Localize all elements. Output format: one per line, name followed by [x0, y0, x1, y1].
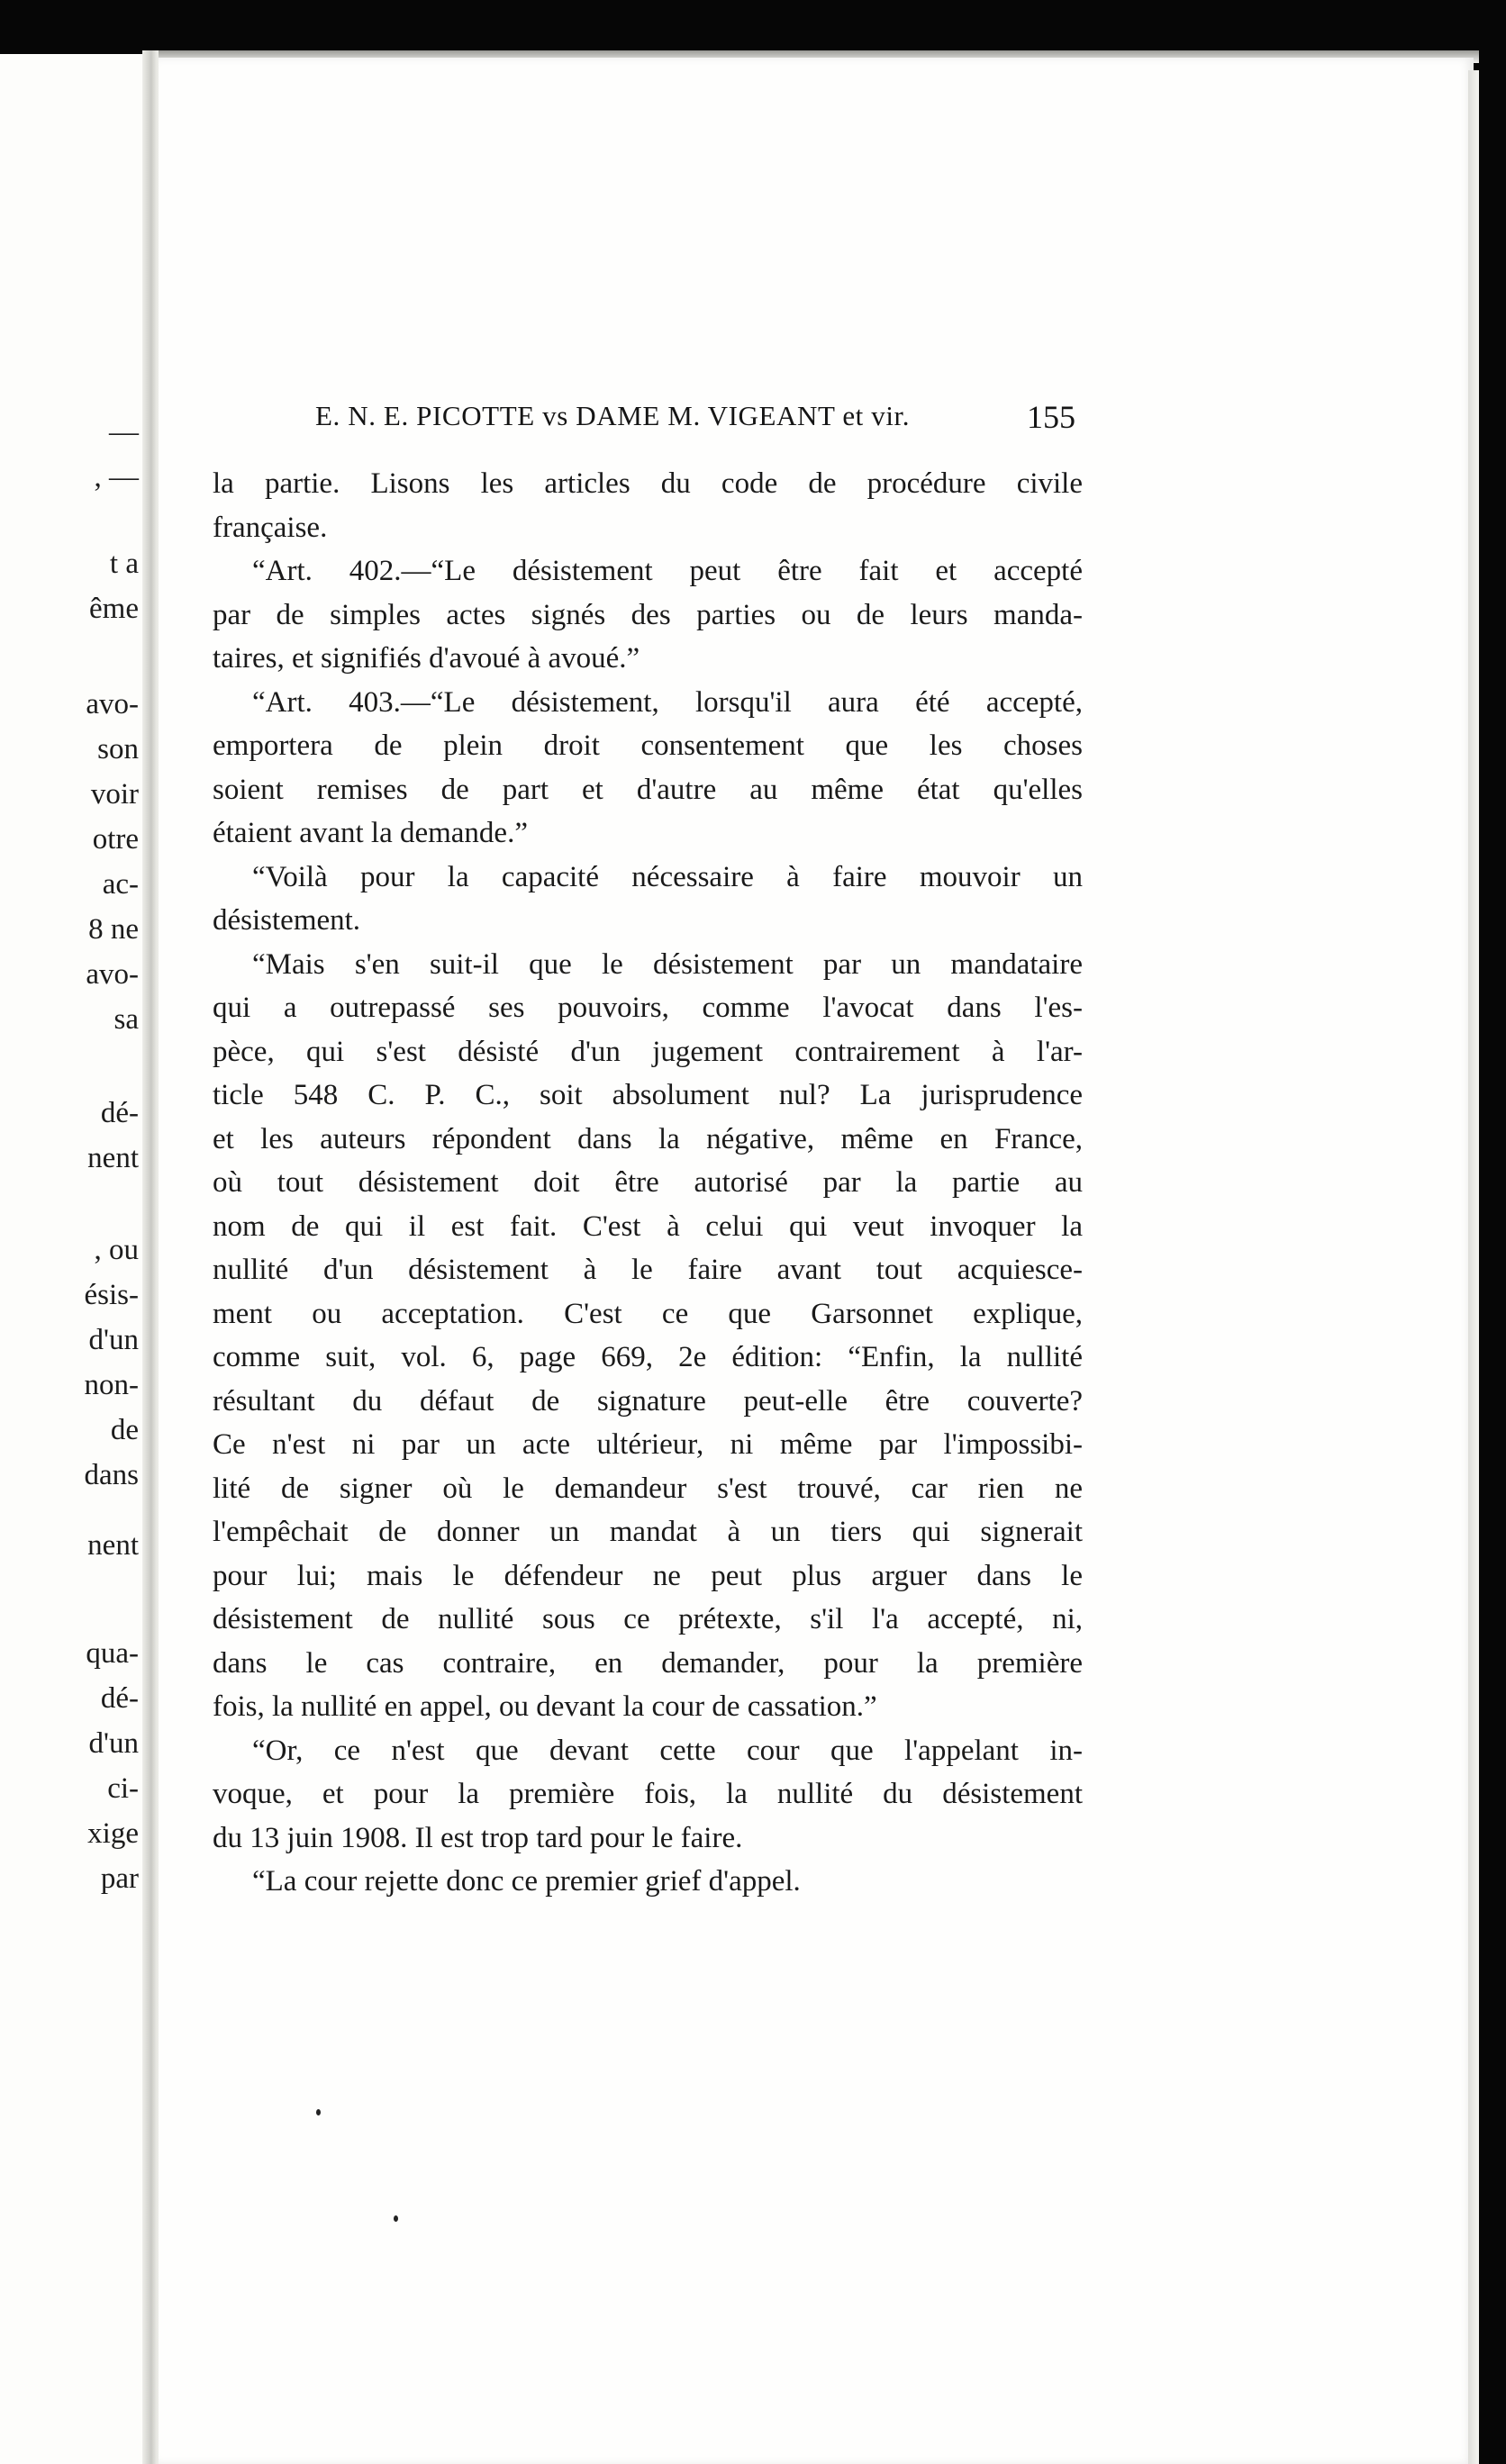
text-line: taires, et signifiés d'avoué à avoué.” [213, 642, 640, 675]
left-page-fragment: nent [87, 1529, 139, 1562]
left-page-fragment: sa [113, 1003, 139, 1036]
previous-page-fragment [0, 54, 151, 2464]
left-page-fragment: dé- [100, 1097, 139, 1129]
left-page-fragment: son [97, 733, 139, 765]
running-head: E. N. E. PICOTTE vs DAME M. VIGEANT et vir. [315, 400, 911, 431]
left-page-fragment: nent [87, 1142, 139, 1174]
left-page-fragment: voir [90, 778, 139, 811]
text-line: pèce, qui s'est désisté d'un jugement contrairement à l'ar- [213, 1035, 1083, 1068]
left-page-fragment: ac- [102, 868, 139, 901]
scan-speck [394, 2215, 398, 2222]
text-line: l'empêchait de donner un mandat à un tiers qui signerait [213, 1516, 1083, 1548]
left-page-fragment: de [110, 1414, 139, 1446]
left-page-fragment: d'un [88, 1324, 139, 1356]
text-line: emportera de plein droit consentement que les choses [213, 729, 1083, 762]
text-line: soient remises de part et d'autre au même état qu'elles [213, 773, 1083, 806]
left-page-fragment: , ou [94, 1234, 139, 1266]
text-line: où tout désistement doit être autorisé par la partie au [213, 1166, 1083, 1199]
left-page-fragment: ésis- [84, 1279, 139, 1311]
text-line: pour lui; mais le défendeur ne peut plus arguer dans le [213, 1559, 1083, 1592]
left-page-fragment: d'un [88, 1727, 139, 1760]
text-line: dans le cas contraire, en demander, pour la première [213, 1646, 1083, 1680]
text-line: étaient avant la demande.” [213, 817, 528, 849]
text-line: voque, et pour la première fois, la nullité du désistement [213, 1778, 1083, 1810]
text-line: “La cour rejette donc ce premier grief d'appel. [252, 1865, 801, 1898]
left-page-fragment: qua- [86, 1637, 139, 1670]
text-line: par de simples actes signés des parties ou de leurs manda- [213, 598, 1083, 631]
text-line: lité de signer où le demandeur s'est trouvé, car rien ne [213, 1472, 1083, 1505]
text-line: Ce n'est ni par un acte ultérieur, ni même par l'impossibi- [213, 1428, 1083, 1461]
page-right-edge [1468, 70, 1479, 2464]
left-page-fragment: non- [84, 1369, 139, 1401]
text-line: désistement de nullité sous ce prétexte, s'il l'a accepté, ni, [213, 1603, 1083, 1635]
left-page-fragment: ême [89, 593, 139, 625]
text-line: ment ou acceptation. C'est ce que Garsonnet explique, [213, 1297, 1083, 1330]
left-page-fragment: par [100, 1862, 139, 1895]
text-line: fois, la nullité en appel, ou devant la cour de cassation.” [213, 1690, 877, 1723]
text-line: “Art. 403.—“Le désistement, lorsqu'il aura été accepté, [252, 685, 1083, 719]
text-line: “Voilà pour la capacité nécessaire à faire mouvoir un [252, 860, 1083, 893]
text-line: la partie. Lisons les articles du code de procédure civile [213, 467, 1083, 500]
left-page-fragment: dé- [100, 1682, 139, 1715]
text-line: française. [213, 511, 328, 544]
text-line: “Or, ce n'est que devant cette cour que l'appelant in- [252, 1734, 1083, 1767]
left-page-fragment: avo- [86, 958, 139, 991]
text-line: ticle 548 C. P. C., soit absolument nul? La jurisprudence [213, 1079, 1083, 1111]
left-page-fragment: xige [87, 1817, 139, 1850]
left-page-fragment: t a [109, 548, 139, 580]
text-line: résultant du défaut de signature peut-elle être couverte? [213, 1384, 1083, 1418]
page-number: 155 [1027, 399, 1075, 435]
text-line: nullité d'un désistement à le faire avant tout acquiesce- [213, 1254, 1083, 1286]
left-page-fragment: 8 ne [88, 913, 139, 946]
text-line: nom de qui il est fait. C'est à celui qui veut invoquer la [213, 1209, 1083, 1243]
left-page-fragment: , — [94, 461, 139, 494]
text-line: et les auteurs répondent dans la négative, même en France, [213, 1122, 1083, 1155]
scan-speck [316, 2109, 321, 2115]
text-line: comme suit, vol. 6, page 669, 2e édition: “Enfin, la nullité [213, 1341, 1083, 1373]
left-page-fragment: avo- [86, 688, 139, 720]
left-page-fragment: ci- [107, 1772, 139, 1805]
body-text [213, 462, 1083, 1904]
left-page-fragment: — [109, 416, 139, 448]
left-page-fragment: dans [84, 1459, 139, 1491]
text-line: “Art. 402.—“Le désistement peut être fait et accepté [252, 555, 1083, 587]
left-page-fragment: otre [92, 823, 139, 856]
text-line: du 13 juin 1908. Il est trop tard pour le faire. [213, 1821, 743, 1854]
text-line: “Mais s'en suit-il que le désistement par un mandataire [252, 947, 1083, 981]
text-line: qui a outrepassé ses pouvoirs, comme l'avocat dans l'es- [213, 992, 1083, 1024]
text-line: désistement. [213, 904, 361, 937]
